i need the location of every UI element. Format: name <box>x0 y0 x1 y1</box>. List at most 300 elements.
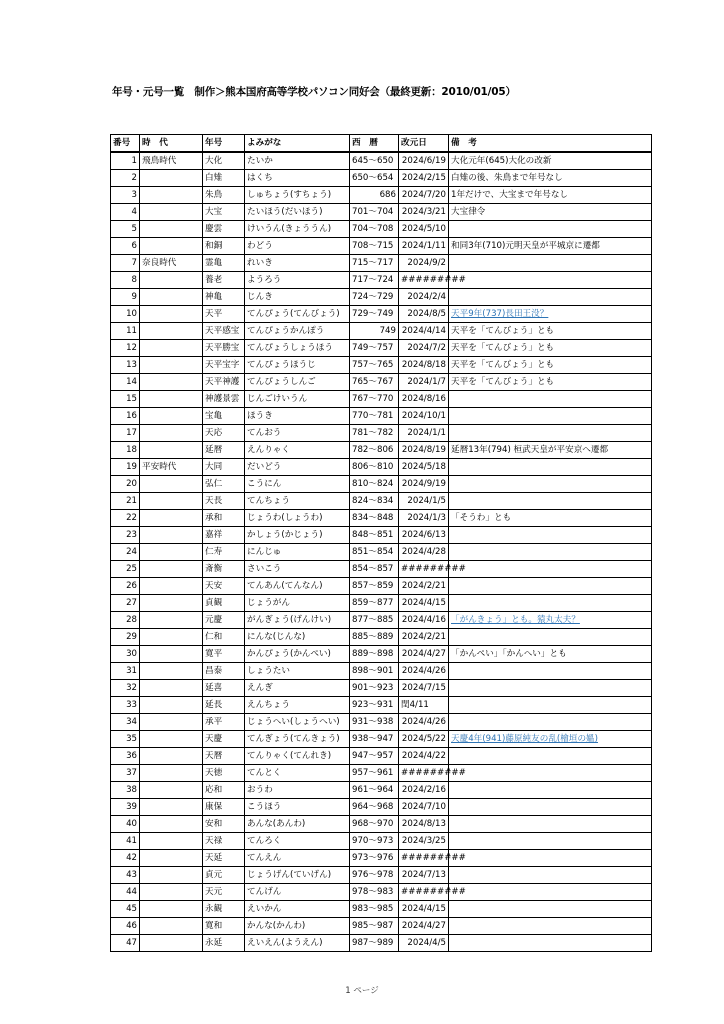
row-change-date: 2024/4/16 <box>399 612 449 629</box>
row-change-date: ######### <box>399 561 449 578</box>
row-era-name: 神護景雲 <box>203 391 245 408</box>
row-era-name: 大同 <box>203 459 245 476</box>
row-era-name: 寛和 <box>203 918 245 935</box>
row-reading: にんじゅ <box>245 544 350 561</box>
row-western-year: 983～985 <box>350 901 399 918</box>
row-change-date: 2024/4/28 <box>399 544 449 561</box>
row-reading: てんえん <box>245 850 350 867</box>
row-number: 9 <box>111 289 140 306</box>
row-period <box>140 340 203 357</box>
row-reading: かんぴょう(かんぺい) <box>245 646 350 663</box>
row-number: 19 <box>111 459 140 476</box>
table-row <box>111 731 652 748</box>
row-remarks: 大宝律令 <box>449 204 652 221</box>
row-era-name: 仁寿 <box>203 544 245 561</box>
row-western-year: 781～782 <box>350 425 399 442</box>
row-reading: てんぴょうしょうほう <box>245 340 350 357</box>
row-change-date: 2024/4/26 <box>399 714 449 731</box>
row-number: 40 <box>111 816 140 833</box>
row-western-year: 848～851 <box>350 527 399 544</box>
row-number: 46 <box>111 918 140 935</box>
row-remarks <box>449 425 652 442</box>
row-number: 8 <box>111 272 140 289</box>
row-western-year: 901～923 <box>350 680 399 697</box>
row-western-year: 851～854 <box>350 544 399 561</box>
row-western-year: 970～973 <box>350 833 399 850</box>
row-era-name: 天平勝宝 <box>203 340 245 357</box>
row-remarks: 天平を「てんびょう」とも <box>449 357 652 374</box>
row-number: 21 <box>111 493 140 510</box>
row-era-name: 天延 <box>203 850 245 867</box>
row-change-date: 2024/4/15 <box>399 595 449 612</box>
row-remarks <box>449 595 652 612</box>
row-remarks <box>449 629 652 646</box>
row-period <box>140 680 203 697</box>
row-number: 37 <box>111 765 140 782</box>
row-period <box>140 357 203 374</box>
row-period <box>140 765 203 782</box>
row-period <box>140 408 203 425</box>
row-remarks <box>449 697 652 714</box>
row-number: 3 <box>111 187 140 204</box>
row-change-date: 2024/2/21 <box>399 578 449 595</box>
table-row <box>111 340 652 357</box>
row-western-year: 724～729 <box>350 289 399 306</box>
table-row <box>111 374 652 391</box>
row-western-year: 824～834 <box>350 493 399 510</box>
row-period <box>140 646 203 663</box>
row-remarks: 和同3年(710)元明天皇が平城京に遷都 <box>449 238 652 255</box>
remarks-link[interactable]: 天平9年(737)長田王没？ <box>451 309 549 319</box>
page-title: 年号・元号一覧 制作＞熊本国府高等学校パソコン同好会（最終更新：2010/01/05） <box>112 86 516 98</box>
row-era-name: 天安 <box>203 578 245 595</box>
row-era-name: 和銅 <box>203 238 245 255</box>
row-western-year: 957～961 <box>350 765 399 782</box>
row-era-name: 貞観 <box>203 595 245 612</box>
row-remarks <box>449 884 652 901</box>
row-period <box>140 663 203 680</box>
row-remarks <box>449 476 652 493</box>
row-western-year: 749～757 <box>350 340 399 357</box>
row-era-name: 元慶 <box>203 612 245 629</box>
row-change-date: 2024/8/19 <box>399 442 449 459</box>
row-change-date: ######### <box>399 850 449 867</box>
row-era-name: 安和 <box>203 816 245 833</box>
row-number: 36 <box>111 748 140 765</box>
row-era-name: 天長 <box>203 493 245 510</box>
row-era-name: 昌泰 <box>203 663 245 680</box>
row-era-name: 斎衡 <box>203 561 245 578</box>
row-era-name: 承和 <box>203 510 245 527</box>
row-western-year: 961～964 <box>350 782 399 799</box>
table-row <box>111 204 652 221</box>
table-row <box>111 187 652 204</box>
row-remarks <box>449 714 652 731</box>
row-western-year: 968～970 <box>350 816 399 833</box>
row-reading: てんろく <box>245 833 350 850</box>
row-number: 1 <box>111 152 140 170</box>
row-era-name: 永観 <box>203 901 245 918</box>
row-western-year: 898～901 <box>350 663 399 680</box>
table-row <box>111 561 652 578</box>
row-remarks <box>449 918 652 935</box>
table-row <box>111 782 652 799</box>
row-era-name: 延長 <box>203 697 245 714</box>
row-reading: えんぎ <box>245 680 350 697</box>
row-change-date: 2024/9/2 <box>399 255 449 272</box>
row-remarks: 白雉の後、朱鳥まで年号なし <box>449 170 652 187</box>
table-row <box>111 714 652 731</box>
table-row <box>111 272 652 289</box>
row-change-date: 2024/7/13 <box>399 867 449 884</box>
row-reading: けいうん(きょううん) <box>245 221 350 238</box>
row-change-date: 2024/4/14 <box>399 323 449 340</box>
row-number: 24 <box>111 544 140 561</box>
row-western-year: 947～957 <box>350 748 399 765</box>
row-period <box>140 697 203 714</box>
row-reading: てんぴょうほうじ <box>245 357 350 374</box>
row-change-date: 2024/2/4 <box>399 289 449 306</box>
row-era-name: 承平 <box>203 714 245 731</box>
table-row <box>111 884 652 901</box>
row-change-date: 2024/1/11 <box>399 238 449 255</box>
table-row <box>111 289 652 306</box>
row-reading: てんぎょう(てんきょう) <box>245 731 350 748</box>
row-western-year: 757～765 <box>350 357 399 374</box>
row-number: 45 <box>111 901 140 918</box>
row-reading: さいこう <box>245 561 350 578</box>
row-change-date: 2024/5/18 <box>399 459 449 476</box>
table-row <box>111 152 652 170</box>
row-change-date: ######### <box>399 884 449 901</box>
table-row <box>111 459 652 476</box>
row-era-name: 大化 <box>203 152 245 170</box>
row-western-year: 749 <box>350 323 399 340</box>
row-change-date: 2024/8/18 <box>399 357 449 374</box>
row-period <box>140 748 203 765</box>
row-western-year: 976～978 <box>350 867 399 884</box>
row-change-date: ######### <box>399 272 449 289</box>
row-number: 15 <box>111 391 140 408</box>
row-remarks: 1年だけで、大宝まで年号なし <box>449 187 652 204</box>
row-reading: じんごけいうん <box>245 391 350 408</box>
row-period <box>140 391 203 408</box>
row-period <box>140 612 203 629</box>
row-western-year: 767～770 <box>350 391 399 408</box>
row-reading: にんな(じんな) <box>245 629 350 646</box>
header-era-name: 年号 <box>203 135 245 153</box>
row-period <box>140 935 203 952</box>
table-row <box>111 544 652 561</box>
row-western-year: 964～968 <box>350 799 399 816</box>
row-remarks <box>449 493 652 510</box>
row-era-name: 天徳 <box>203 765 245 782</box>
row-change-date: 2024/4/5 <box>399 935 449 952</box>
row-western-year: 650～654 <box>350 170 399 187</box>
row-era-name: 天禄 <box>203 833 245 850</box>
row-change-date: 閏4/11 <box>399 697 449 714</box>
row-period: 奈良時代 <box>140 255 203 272</box>
row-change-date: 2024/2/15 <box>399 170 449 187</box>
table-row <box>111 425 652 442</box>
table-row <box>111 527 652 544</box>
row-number: 2 <box>111 170 140 187</box>
row-number: 29 <box>111 629 140 646</box>
row-number: 43 <box>111 867 140 884</box>
table-row <box>111 799 652 816</box>
row-reading: てんあん(てんなん) <box>245 578 350 595</box>
row-change-date: 2024/10/1 <box>399 408 449 425</box>
table-row <box>111 935 652 952</box>
row-number: 34 <box>111 714 140 731</box>
row-period <box>140 561 203 578</box>
row-western-year: 857～859 <box>350 578 399 595</box>
row-era-name: 朱鳥 <box>203 187 245 204</box>
row-reading: てんぴょうかんぽう <box>245 323 350 340</box>
row-western-year: 806～810 <box>350 459 399 476</box>
row-remarks: 延暦13年(794) 桓武天皇が平安京へ遷都 <box>449 442 652 459</box>
row-reading: じょうわ(しょうわ) <box>245 510 350 527</box>
row-change-date: 2024/6/19 <box>399 152 449 170</box>
row-period <box>140 782 203 799</box>
row-change-date: 2024/8/16 <box>399 391 449 408</box>
row-period <box>140 850 203 867</box>
row-western-year: 854～857 <box>350 561 399 578</box>
row-reading: こうほう <box>245 799 350 816</box>
row-change-date: 2024/4/22 <box>399 748 449 765</box>
row-remarks <box>449 527 652 544</box>
row-remarks <box>449 680 652 697</box>
row-remarks <box>449 850 652 867</box>
row-remarks: 天平を「てんびょう」とも <box>449 374 652 391</box>
table-row <box>111 238 652 255</box>
row-reading: てんぴょう(てんびょう) <box>245 306 350 323</box>
row-number: 31 <box>111 663 140 680</box>
row-era-name: 嘉祥 <box>203 527 245 544</box>
row-reading: てんぴょうしんご <box>245 374 350 391</box>
table-row <box>111 901 652 918</box>
table-row <box>111 833 652 850</box>
row-number: 47 <box>111 935 140 952</box>
row-period <box>140 833 203 850</box>
row-remarks <box>449 561 652 578</box>
row-period <box>140 425 203 442</box>
row-number: 6 <box>111 238 140 255</box>
row-change-date: ######### <box>399 765 449 782</box>
row-era-name: 天平 <box>203 306 245 323</box>
header-number: 番号 <box>111 135 140 153</box>
row-western-year: 729～749 <box>350 306 399 323</box>
row-western-year: 686 <box>350 187 399 204</box>
row-era-name: 天平感宝 <box>203 323 245 340</box>
row-era-name: 白雉 <box>203 170 245 187</box>
row-reading: ようろう <box>245 272 350 289</box>
row-western-year: 978～983 <box>350 884 399 901</box>
row-period <box>140 714 203 731</box>
row-era-name: 永延 <box>203 935 245 952</box>
row-western-year: 877～885 <box>350 612 399 629</box>
row-western-year: 931～938 <box>350 714 399 731</box>
row-era-name: 宝亀 <box>203 408 245 425</box>
row-period: 平安時代 <box>140 459 203 476</box>
row-reading: じょうがん <box>245 595 350 612</box>
row-western-year: 938～947 <box>350 731 399 748</box>
row-western-year: 810～824 <box>350 476 399 493</box>
row-reading: てんげん <box>245 884 350 901</box>
row-number: 30 <box>111 646 140 663</box>
row-remarks <box>449 221 652 238</box>
row-period <box>140 272 203 289</box>
row-period <box>140 323 203 340</box>
remarks-link[interactable]: 天慶4年(941)藤原純友の乱(檜垣の媼) <box>451 734 599 744</box>
row-reading: ほうき <box>245 408 350 425</box>
row-era-name: 康保 <box>203 799 245 816</box>
row-western-year: 770～781 <box>350 408 399 425</box>
row-reading: えんちょう <box>245 697 350 714</box>
row-western-year: 782～806 <box>350 442 399 459</box>
row-remarks <box>449 901 652 918</box>
row-change-date: 2024/4/15 <box>399 901 449 918</box>
row-change-date: 2024/2/16 <box>399 782 449 799</box>
row-reading: えいかん <box>245 901 350 918</box>
table-row <box>111 595 652 612</box>
row-number: 18 <box>111 442 140 459</box>
row-number: 12 <box>111 340 140 357</box>
header-period: 時 代 <box>140 135 203 153</box>
row-period <box>140 629 203 646</box>
row-period <box>140 578 203 595</box>
row-era-name: 天応 <box>203 425 245 442</box>
table-row <box>111 391 652 408</box>
row-reading: じんき <box>245 289 350 306</box>
table-row <box>111 867 652 884</box>
row-remarks <box>449 578 652 595</box>
row-change-date: 2024/2/21 <box>399 629 449 646</box>
row-remarks <box>449 544 652 561</box>
row-period <box>140 527 203 544</box>
row-western-year: 985～987 <box>350 918 399 935</box>
row-western-year: 645～650 <box>350 152 399 170</box>
row-era-name: 慶雲 <box>203 221 245 238</box>
row-number: 25 <box>111 561 140 578</box>
row-reading: がんぎょう(げんけい) <box>245 612 350 629</box>
row-period <box>140 816 203 833</box>
row-era-name: 仁和 <box>203 629 245 646</box>
header-reading: よみがな <box>245 135 350 153</box>
row-number: 20 <box>111 476 140 493</box>
header-remarks: 備 考 <box>449 135 652 153</box>
row-western-year: 889～898 <box>350 646 399 663</box>
table-row <box>111 918 652 935</box>
row-change-date: 2024/3/21 <box>399 204 449 221</box>
row-period <box>140 238 203 255</box>
row-number: 22 <box>111 510 140 527</box>
row-reading: えんりゃく <box>245 442 350 459</box>
row-era-name: 寛平 <box>203 646 245 663</box>
table-row <box>111 748 652 765</box>
row-reading: しょうたい <box>245 663 350 680</box>
row-period <box>140 901 203 918</box>
row-number: 5 <box>111 221 140 238</box>
row-number: 4 <box>111 204 140 221</box>
row-era-name: 応和 <box>203 782 245 799</box>
row-remarks <box>449 663 652 680</box>
row-era-name: 神亀 <box>203 289 245 306</box>
header-change-date: 改元日 <box>399 135 449 153</box>
row-western-year: 885～889 <box>350 629 399 646</box>
row-number: 14 <box>111 374 140 391</box>
remarks-link[interactable]: 「がんきょう」とも。猿丸太夫？ <box>451 615 580 625</box>
row-period <box>140 187 203 204</box>
row-remarks <box>449 782 652 799</box>
row-era-name: 養老 <box>203 272 245 289</box>
row-era-name: 貞元 <box>203 867 245 884</box>
row-change-date: 2024/7/15 <box>399 680 449 697</box>
row-period <box>140 289 203 306</box>
row-period <box>140 493 203 510</box>
table-row <box>111 680 652 697</box>
row-western-year: 859～877 <box>350 595 399 612</box>
row-reading: しゅちょう(すちょう) <box>245 187 350 204</box>
table-row <box>111 323 652 340</box>
row-reading: かしょう(かじょう) <box>245 527 350 544</box>
row-change-date: 2024/7/10 <box>399 799 449 816</box>
row-era-name: 延喜 <box>203 680 245 697</box>
row-number: 7 <box>111 255 140 272</box>
row-period <box>140 884 203 901</box>
row-remarks <box>449 408 652 425</box>
table-row <box>111 255 652 272</box>
row-change-date: 2024/6/13 <box>399 527 449 544</box>
row-reading: れいき <box>245 255 350 272</box>
row-remarks: 天平を「てんびょう」とも <box>449 340 652 357</box>
row-period <box>140 221 203 238</box>
row-reading: たいか <box>245 152 350 170</box>
row-western-year: 834～848 <box>350 510 399 527</box>
row-remarks <box>449 867 652 884</box>
page-footer: 1 ページ <box>345 986 379 996</box>
row-number: 39 <box>111 799 140 816</box>
row-period <box>140 595 203 612</box>
row-change-date: 2024/3/25 <box>399 833 449 850</box>
row-change-date: 2024/5/22 <box>399 731 449 748</box>
table-row <box>111 476 652 493</box>
table-row <box>111 612 652 629</box>
table-row <box>111 646 652 663</box>
header-row <box>111 135 652 153</box>
table-row <box>111 697 652 714</box>
row-western-year: 923～931 <box>350 697 399 714</box>
row-reading: こうにん <box>245 476 350 493</box>
row-number: 38 <box>111 782 140 799</box>
row-change-date: 2024/4/26 <box>399 663 449 680</box>
row-period <box>140 306 203 323</box>
row-era-name: 大宝 <box>203 204 245 221</box>
row-western-year: 973～976 <box>350 850 399 867</box>
row-change-date: 2024/4/27 <box>399 918 449 935</box>
row-reading: じょうへい(しょうへい) <box>245 714 350 731</box>
row-period <box>140 476 203 493</box>
row-period: 飛鳥時代 <box>140 152 203 170</box>
row-era-name: 霊亀 <box>203 255 245 272</box>
row-western-year: 708～715 <box>350 238 399 255</box>
row-remarks <box>449 799 652 816</box>
row-change-date: 2024/8/13 <box>399 816 449 833</box>
table-row <box>111 221 652 238</box>
row-change-date: 2024/5/10 <box>399 221 449 238</box>
row-number: 41 <box>111 833 140 850</box>
row-era-name: 天元 <box>203 884 245 901</box>
